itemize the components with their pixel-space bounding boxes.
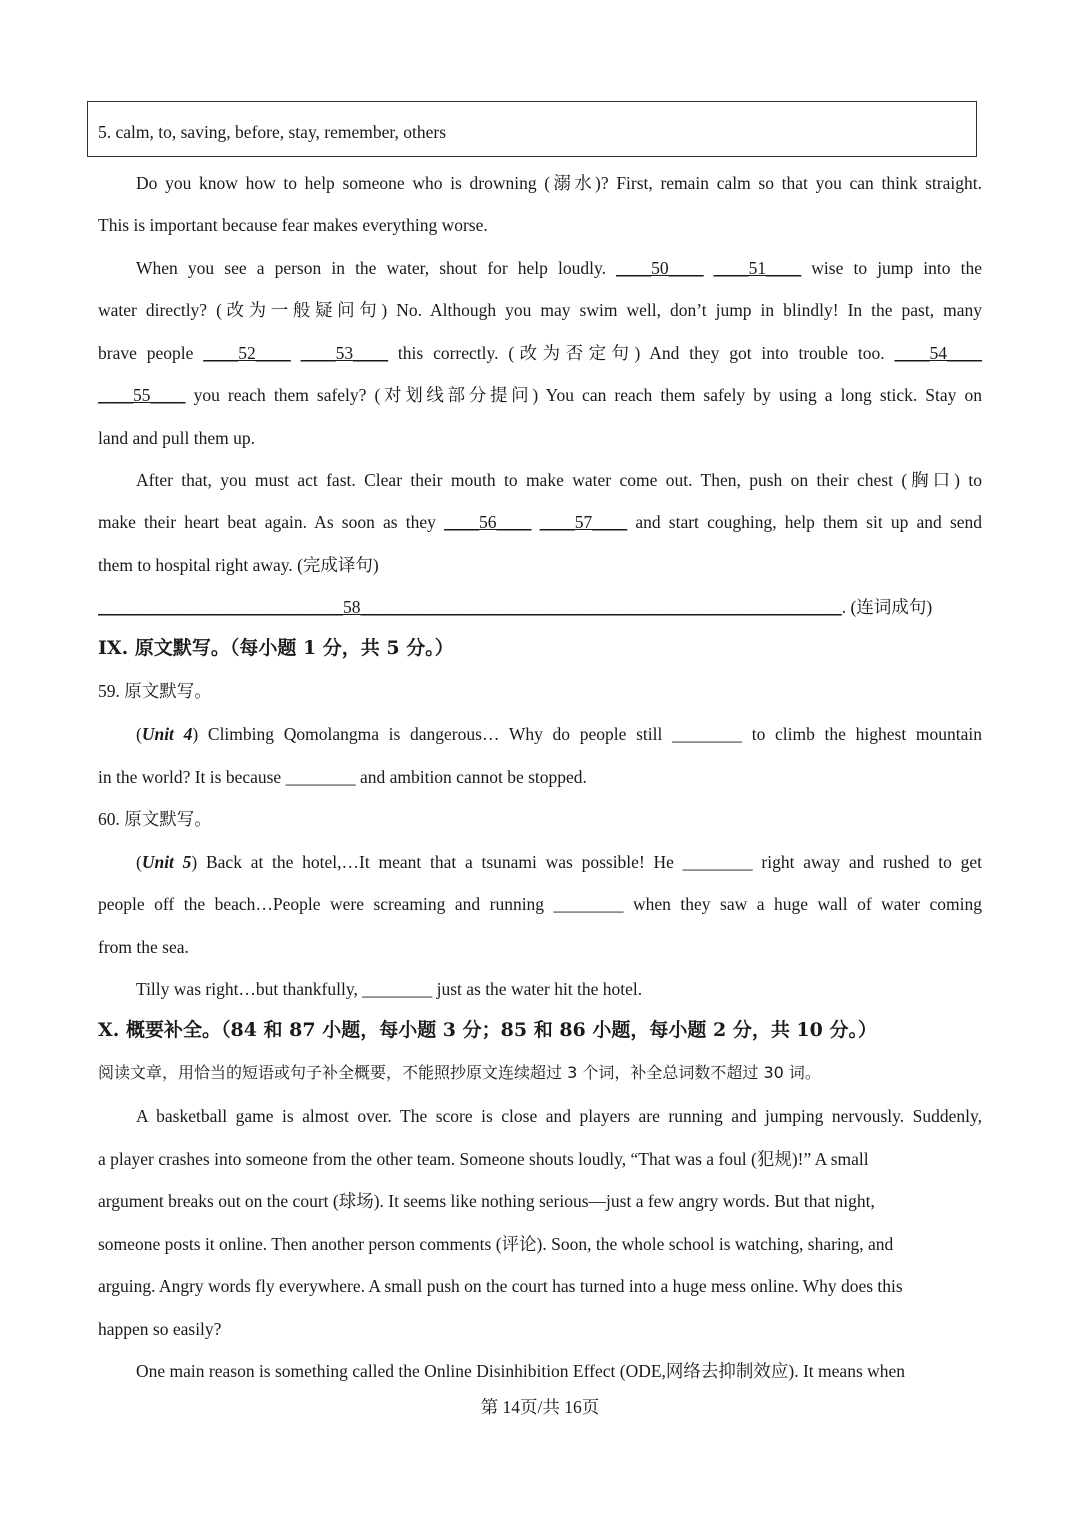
passage-line: argument breaks out on the court (球场). It seems like nothing serious—just a few angry words. But that night, bbox=[98, 1191, 875, 1211]
unit-label: Unit 5 bbox=[141, 852, 192, 872]
para1-line2: This is important because fear makes everything worse. bbox=[98, 215, 488, 235]
text: When you see a person in the water, shout for help loudly. bbox=[136, 258, 617, 278]
text: make their heart beat again. As soon as they bbox=[98, 512, 445, 532]
line-58 bbox=[98, 596, 982, 618]
text: this correctly. (改为否定句) And they got into trouble too. bbox=[388, 343, 895, 363]
para3-line3: them to hospital right away. (完成译句) bbox=[98, 555, 379, 575]
para2-line3 bbox=[98, 342, 982, 364]
page-footer: 第 14页/共 16页 bbox=[480, 1397, 600, 1417]
para2-line1 bbox=[136, 257, 982, 279]
para3-line1: After that, you must act fast. Clear their mouth to make water come out. Then, push on their chest (胸口) to bbox=[136, 470, 982, 490]
blank-58[interactable]: ____________________________58_______________________________________________________ bbox=[98, 597, 842, 617]
para2-line2: water directly? (改为一般疑问句) No. Although you may swim well, don’t jump in blindly! In the past, many bbox=[98, 300, 982, 320]
text: brave people bbox=[98, 343, 204, 363]
question-60-line1: (Unit 5) Back at the hotel,…It meant that a tsunami was possible! He ________ right away and rushed to get bbox=[136, 852, 982, 872]
passage-line: A basketball game is almost over. The score is close and players are running and jumping nervously. Suddenly, bbox=[136, 1106, 982, 1126]
section10-heading: X. 概要补全。（84 和 87 小题，每小题 3 分；85 和 86 小题，每小题 2 分，共 10 分。） bbox=[98, 1019, 877, 1041]
para3-line2 bbox=[98, 511, 982, 533]
passage-line: One main reason is something called the Online Disinhibition Effect (ODE,网络去抑制效应). It means when bbox=[136, 1361, 906, 1381]
text: ) Back at the hotel,…It meant that a tsunami was possible! He ________ right away and rushed to get bbox=[191, 852, 982, 872]
word-bank-box bbox=[87, 101, 977, 157]
blank-56[interactable]: ____56____ bbox=[444, 512, 532, 532]
passage-line: someone posts it online. Then another person comments (评论). Soon, the whole school is watching, sharing, and bbox=[98, 1234, 894, 1254]
text: ) Climbing Qomolangma is dangerous… Why do people still ________ to climb the highest mountain bbox=[192, 724, 982, 744]
text: wise to jump into the bbox=[801, 258, 982, 278]
blank-55[interactable]: ____55____ bbox=[98, 385, 186, 405]
para1-line1: Do you know how to help someone who is drowning (溺水)? First, remain calm so that you can think straight. bbox=[136, 173, 982, 193]
blank-54[interactable]: ____54____ bbox=[894, 343, 982, 363]
blank-52[interactable]: ____52____ bbox=[203, 343, 291, 363]
unit-label: Unit 4 bbox=[141, 724, 193, 744]
word-bank-text: 5. calm, to, saving, before, stay, remember, others bbox=[98, 122, 447, 142]
question-60-label: 60. 原文默写。 bbox=[98, 809, 212, 829]
blank-57[interactable]: ____57____ bbox=[539, 512, 628, 532]
passage-line: happen so easily? bbox=[98, 1319, 222, 1339]
blank-53[interactable]: ____53____ bbox=[300, 343, 389, 363]
question-59-label: 59. 原文默写。 bbox=[98, 681, 212, 701]
section9-heading: IX. 原文默写。（每小题 1 分，共 5 分。） bbox=[98, 637, 454, 659]
passage-line: a player crashes into someone from the other team. Someone shouts loudly, “That was a foul (犯规)!” A small bbox=[98, 1149, 869, 1169]
question-59-line2: in the world? It is because ________ and ambition cannot be stopped. bbox=[98, 767, 587, 787]
text: . (连词成句) bbox=[841, 597, 933, 617]
question-59-line1: (Unit 4) Climbing Qomolangma is dangerous… Why do people still ________ to climb the highest mountain bbox=[136, 724, 982, 744]
question-60-line4: Tilly was right…but thankfully, ________ just as the water hit the hotel. bbox=[136, 979, 643, 999]
question-60-line2: people off the beach…People were screaming and running ________ when they saw a huge wall of water coming bbox=[98, 894, 982, 914]
section10-instruction: 阅读文章，用恰当的短语或句子补全概要，不能照抄原文连续超过 3 个词，补全总词数不超过 30 词。 bbox=[98, 1063, 821, 1082]
question-60-line3: from the sea. bbox=[98, 937, 189, 957]
blank-51[interactable]: ____51____ bbox=[713, 258, 802, 278]
text: and start coughing, help them sit up and send bbox=[627, 512, 983, 532]
para2-line4 bbox=[98, 384, 982, 406]
passage-line: arguing. Angry words fly everywhere. A small push on the court has turned into a huge mess online. Why does this bbox=[98, 1276, 903, 1296]
text: you reach them safely? (对划线部分提问) You can reach them safely by using a long stick. Stay on bbox=[185, 385, 982, 405]
blank-50[interactable]: ____50____ bbox=[616, 258, 704, 278]
para2-line5: land and pull them up. bbox=[98, 428, 255, 448]
